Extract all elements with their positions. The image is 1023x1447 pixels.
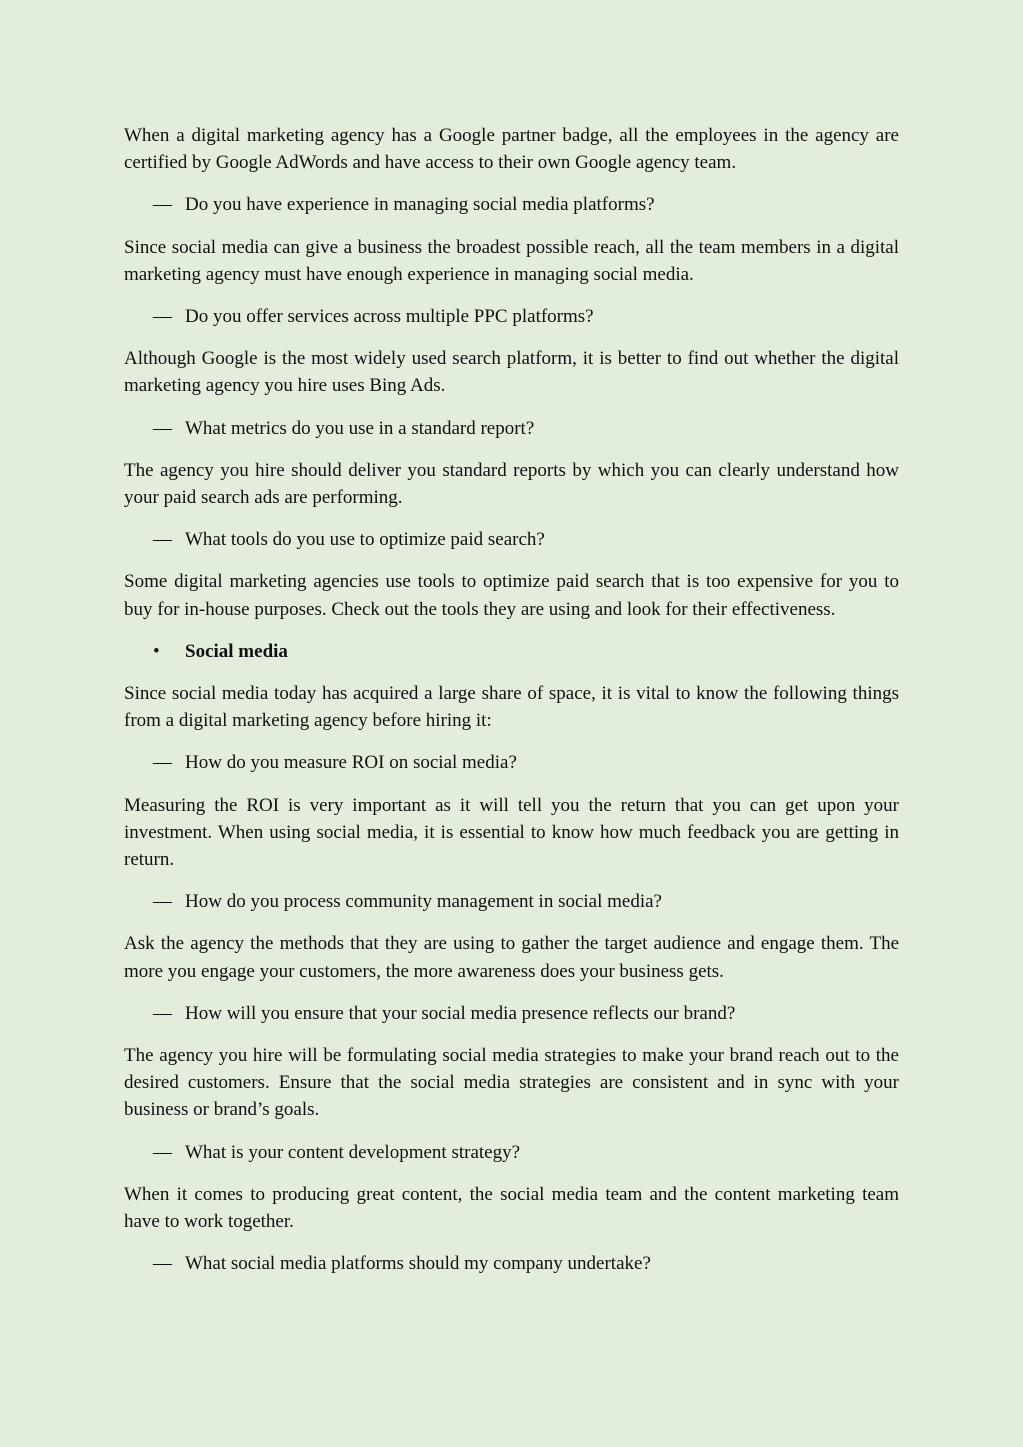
- paragraph-standard-reports: The agency you hire should deliver you standard reports by which you can clearly understand how your paid search ads are performing.: [124, 459, 899, 509]
- paragraph-brand-strategies: The agency you hire will be formulating social media strategies to make your brand reach out to the desired customers. Ensure that the social media strategies are consistent and in sync with your business or brand’s goals.: [124, 1045, 899, 1121]
- question-text: Do you offer services across multiple PPC platforms?: [185, 306, 594, 328]
- question-optimization-tools: [124, 526, 899, 553]
- question-text: What tools do you use to optimize paid search?: [185, 529, 545, 551]
- question-text: How will you ensure that your social media presence reflects our brand?: [185, 1002, 736, 1024]
- paragraph-tools-expensive: Some digital marketing agencies use tools to optimize paid search that is too expensive for you to buy for in-house purposes. Check out the tools they are using and look for their effectiveness.: [124, 571, 899, 620]
- dash-marker: —: [153, 891, 172, 913]
- bullet-heading-text: Social media: [185, 640, 288, 662]
- question-community-management: [124, 888, 899, 915]
- question-report-metrics: [124, 415, 899, 442]
- question-text: What metrics do you use in a standard report?: [185, 417, 535, 439]
- question-text: How do you process community management in social media?: [185, 891, 662, 913]
- dash-marker: —: [153, 1002, 172, 1024]
- paragraph-engage-audience: Ask the agency the methods that they are using to gather the target audience and engage them. The more you engage your customers, the more awareness does your business gets.: [124, 933, 899, 982]
- paragraph-bing-ads: Although Google is the most widely used search platform, it is better to find out whether the digital marketing agency you hire uses Bing Ads.: [124, 348, 899, 397]
- document-page: [124, 122, 899, 1293]
- dash-marker: —: [153, 194, 172, 216]
- dash-marker: —: [153, 1253, 172, 1275]
- bullet-social-media-heading: [124, 638, 899, 665]
- question-brand-presence: [124, 1000, 899, 1027]
- question-text: Do you have experience in managing social media platforms?: [185, 194, 655, 216]
- question-text: What social media platforms should my company undertake?: [185, 1253, 651, 1275]
- paragraph-social-reach: Since social media can give a business the broadest possible reach, all the team members in a digital marketing agency must have enough experience in managing social media.: [124, 236, 899, 285]
- dash-marker: —: [153, 529, 172, 551]
- dash-marker: —: [153, 752, 172, 774]
- question-measure-roi: [124, 749, 899, 776]
- question-content-strategy: [124, 1139, 899, 1166]
- paragraph-roi: Measuring the ROI is very important as it will tell you the return that you can get upon your investment. When using social media, it is essential to know how much feedback you are getting in return.: [124, 794, 899, 871]
- question-text: What is your content development strategy?: [185, 1141, 521, 1163]
- paragraph-content-teams: When it comes to producing great content, the social media team and the content marketing team have to work together.: [124, 1183, 899, 1233]
- paragraph-google-partner: When a digital marketing agency has a Google partner badge, all the employees in the agency are certified by Google AdWords and have access to their own Google agency team.: [124, 125, 899, 174]
- question-text: How do you measure ROI on social media?: [185, 752, 517, 774]
- dash-marker: —: [153, 417, 172, 439]
- question-social-media-experience: [124, 191, 899, 218]
- bullet-marker: •: [153, 640, 160, 662]
- paragraph-social-media-intro: Since social media today has acquired a large share of space, it is vital to know the following things from a digital marketing agency before hiring it:: [124, 683, 899, 732]
- question-platforms-to-undertake: [124, 1250, 899, 1277]
- question-ppc-platforms: [124, 303, 899, 330]
- dash-marker: —: [153, 306, 172, 328]
- dash-marker: —: [153, 1141, 172, 1163]
